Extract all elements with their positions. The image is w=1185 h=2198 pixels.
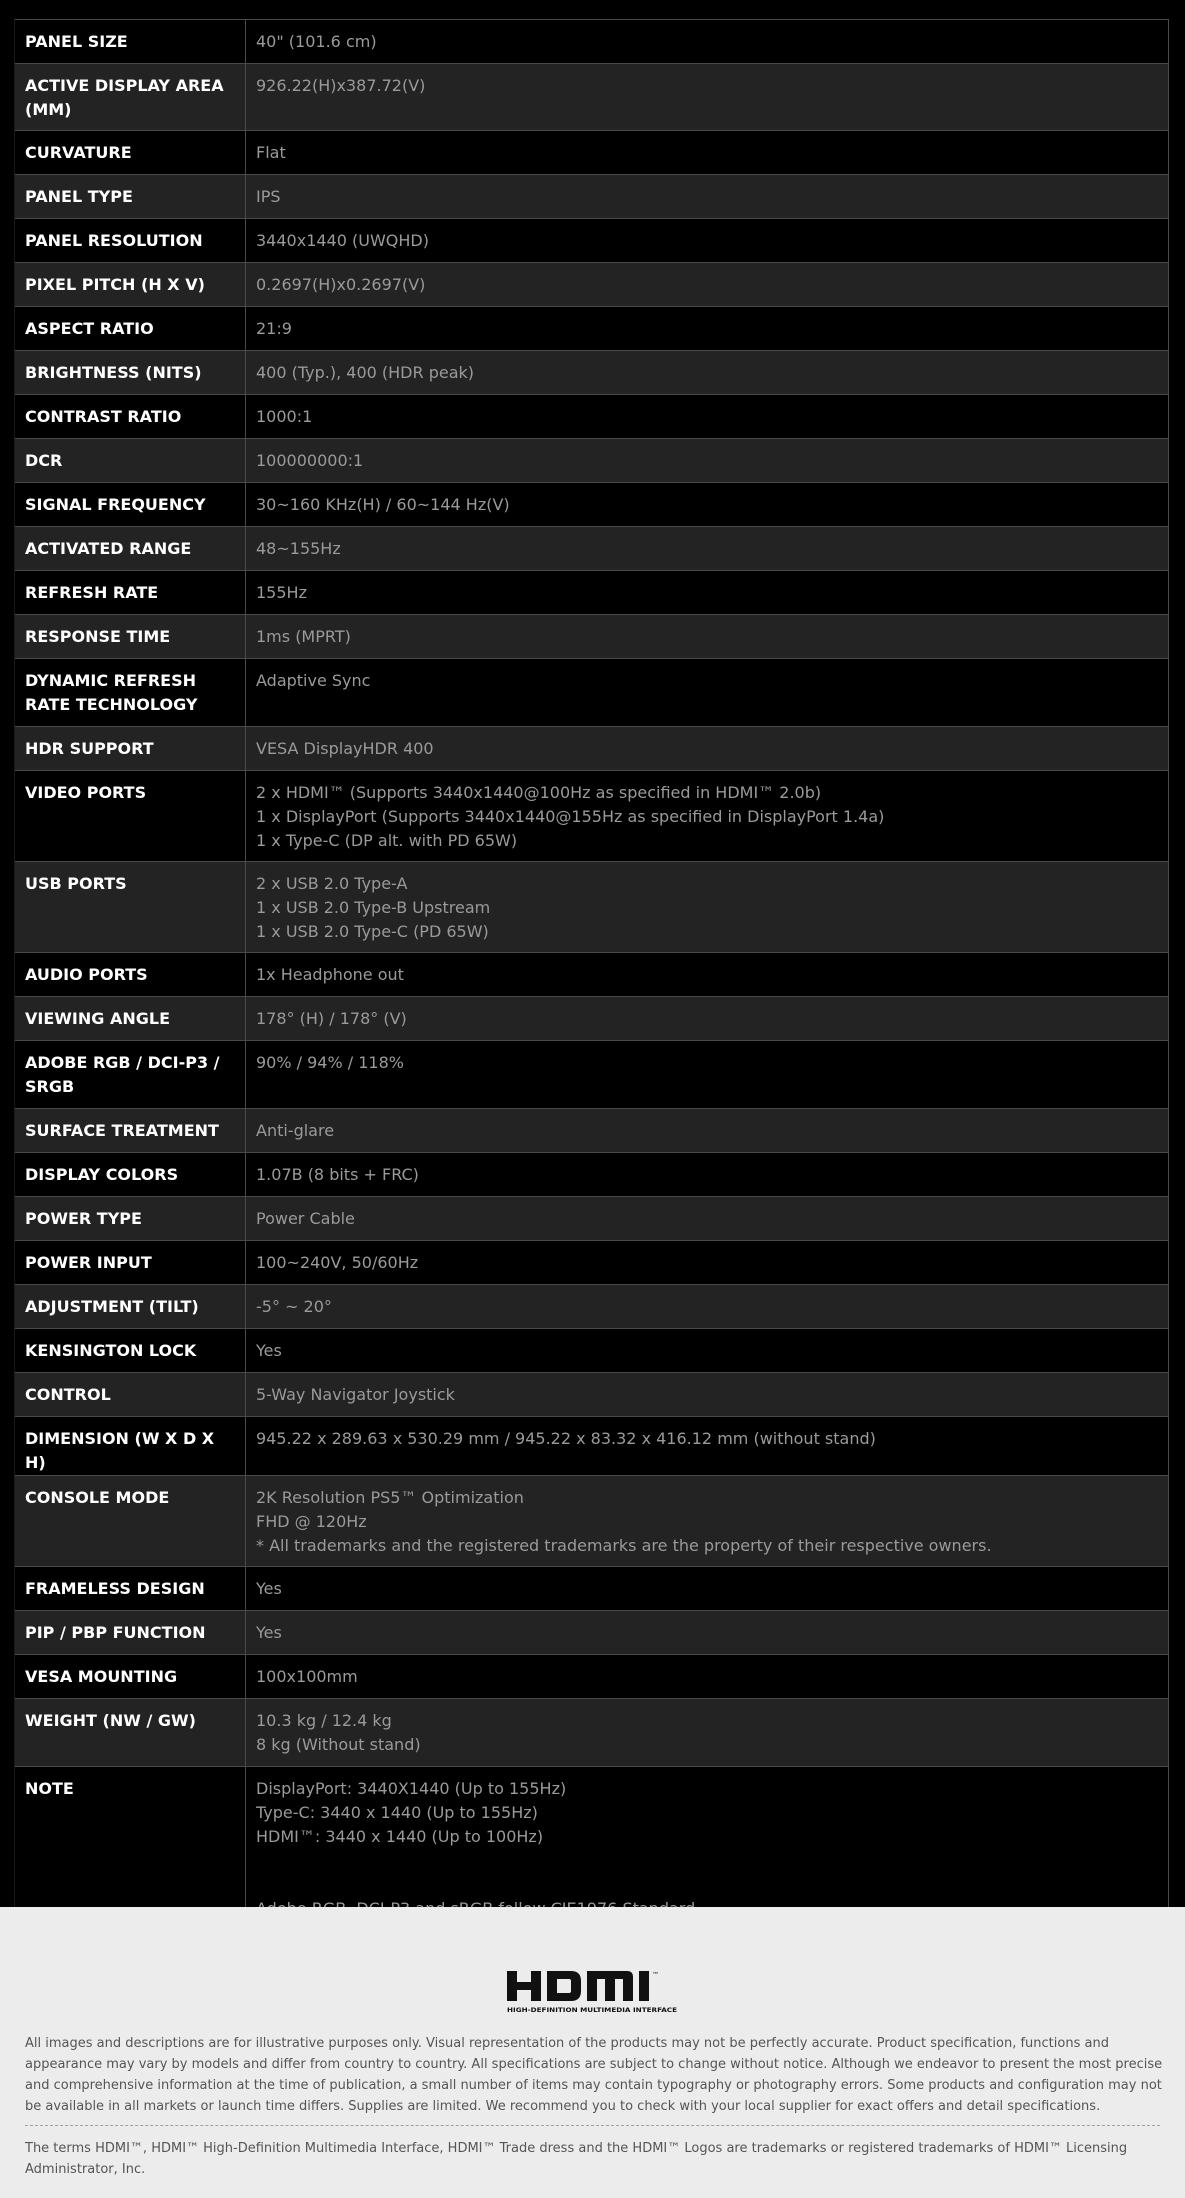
spec-value-line: HDMI™: 3440 x 1440 (Up to 100Hz) (256, 1827, 544, 1846)
spec-label: AUDIO PORTS (15, 953, 246, 997)
spec-value-line: 2 x USB 2.0 Type-A (256, 874, 408, 893)
spec-row (15, 1041, 1169, 1109)
spec-value-line: 1 x DisplayPort (Supports 3440x1440@155Hz as specified in DisplayPort 1.4a) (256, 807, 885, 826)
spec-value (246, 1699, 1169, 1767)
spec-value-line: 3440x1440 (UWQHD) (256, 231, 429, 250)
spec-value (246, 615, 1169, 659)
spec-label: PANEL SIZE (15, 20, 246, 64)
spec-label: CURVATURE (15, 131, 246, 175)
spec-value (246, 263, 1169, 307)
spec-value (246, 351, 1169, 395)
spec-value (246, 1767, 1169, 1930)
spec-value (246, 727, 1169, 771)
spec-row (15, 1329, 1169, 1373)
spec-label: PIXEL PITCH (H X V) (15, 263, 246, 307)
spec-value-line: 100x100mm (256, 1667, 358, 1686)
spec-value-line: -5° ~ 20° (256, 1297, 332, 1316)
spec-label: PIP / PBP FUNCTION (15, 1611, 246, 1655)
spec-row (15, 1373, 1169, 1417)
spec-label: WEIGHT (NW / GW) (15, 1699, 246, 1767)
spec-value-line: 1 x USB 2.0 Type-C (PD 65W) (256, 922, 489, 941)
spec-value-line: Yes (256, 1341, 282, 1360)
spec-value (246, 571, 1169, 615)
spec-label: DYNAMIC REFRESH RATE TECHNOLOGY (15, 659, 246, 727)
spec-label: POWER INPUT (15, 1241, 246, 1285)
spec-value-line: Yes (256, 1579, 282, 1598)
spec-row (15, 527, 1169, 571)
spec-value (246, 1417, 1169, 1476)
spec-value-line: 100~240V, 50/60Hz (256, 1253, 419, 1272)
spec-value-line: FHD @ 120Hz (256, 1512, 367, 1531)
spec-label: PANEL RESOLUTION (15, 219, 246, 263)
spec-row (15, 483, 1169, 527)
spec-value (246, 1567, 1169, 1611)
spec-row (15, 1767, 1169, 1930)
spec-label: SURFACE TREATMENT (15, 1109, 246, 1153)
spec-value-line: 1x Headphone out (256, 965, 404, 984)
spec-value (246, 1041, 1169, 1109)
spec-label: VIDEO PORTS (15, 771, 246, 862)
spec-value-line: 0.2697(H)x0.2697(V) (256, 275, 426, 294)
spec-row (15, 439, 1169, 483)
spec-value-line: Anti-glare (256, 1121, 335, 1140)
spec-label: CONTROL (15, 1373, 246, 1417)
spec-value-line: 2K Resolution PS5™ Optimization (256, 1488, 524, 1507)
spec-value-line: 1 x USB 2.0 Type-B Upstream (256, 898, 491, 917)
footer (0, 1907, 1185, 2198)
spec-value-line: 178° (H) / 178° (V) (256, 1009, 407, 1028)
spec-value-line: 48~155Hz (256, 539, 341, 558)
spec-row (15, 1241, 1169, 1285)
spec-label: SIGNAL FREQUENCY (15, 483, 246, 527)
spec-row (15, 263, 1169, 307)
disclaimer-text: All images and descriptions are for illustrative purposes only. Visual representation of the products may not be perfectly accurate. Product specification, functions and appearance may vary by models and differ from country to country. All specifications are subject to change without notice. Although we endeavor to present the most precise and comprehensive information at the time of publication, a small number of items may contain typography or photography errors. Some products and configuration may not be available in all markets or launch time differs. Supplies are limited. We recommend you to check with your local supplier for exact offers and detail specifications. (25, 2036, 1163, 2114)
spec-label: KENSINGTON LOCK (15, 1329, 246, 1373)
spec-value-line: 155Hz (256, 583, 307, 602)
spec-row (15, 131, 1169, 175)
spec-row (15, 953, 1169, 997)
spec-label: USB PORTS (15, 862, 246, 953)
spec-label: NOTE (15, 1767, 246, 1930)
spec-value-line: 1 x Type-C (DP alt. with PD 65W) (256, 831, 518, 850)
spec-label: DIMENSION (W X D X H) (15, 1417, 246, 1476)
spec-value-line: * All trademarks and the registered trademarks are the property of their respective owners. (256, 1536, 992, 1555)
spec-row (15, 1153, 1169, 1197)
spec-value (246, 527, 1169, 571)
spec-label: VIEWING ANGLE (15, 997, 246, 1041)
hdmi-logo-tm: ™ (652, 1971, 659, 1979)
spec-value-line: 945.22 x 289.63 x 530.29 mm / 945.22 x 83.32 x 416.12 mm (without stand) (256, 1429, 876, 1448)
spec-row (15, 659, 1169, 727)
spec-row (15, 727, 1169, 771)
spec-value-line: IPS (256, 187, 281, 206)
spec-value-line: 1ms (MPRT) (256, 627, 351, 646)
spec-row (15, 351, 1169, 395)
spec-value-line: 30~160 KHz(H) / 60~144 Hz(V) (256, 495, 510, 514)
spec-value-line: 100000000:1 (256, 451, 364, 470)
hdmi-logo (505, 1967, 681, 2015)
spec-value-line: 1.07B (8 bits + FRC) (256, 1165, 419, 1184)
spec-label: CONSOLE MODE (15, 1476, 246, 1567)
spec-row (15, 571, 1169, 615)
spec-value (246, 1153, 1169, 1197)
spec-value (246, 131, 1169, 175)
spec-row (15, 1197, 1169, 1241)
spec-value-line: 926.22(H)x387.72(V) (256, 76, 426, 95)
spec-value-line: Type-C: 3440 x 1440 (Up to 155Hz) (256, 1803, 538, 1822)
spec-value-line: 8 kg (Without stand) (256, 1735, 421, 1754)
spec-label: ACTIVE DISPLAY AREA (MM) (15, 64, 246, 131)
spec-table (14, 19, 1169, 1930)
spec-label: ASPECT RATIO (15, 307, 246, 351)
spec-row (15, 395, 1169, 439)
spec-row (15, 64, 1169, 131)
spec-row (15, 307, 1169, 351)
trademark-notice: The terms HDMI™, HDMI™ High-Definition Multimedia Interface, HDMI™ Trade dress and the HDMI™ Logos are trademarks or registered trademarks of HDMI™ Licensing Administrator, Inc. (25, 2141, 1128, 2177)
spec-value (246, 1329, 1169, 1373)
spec-row (15, 1476, 1169, 1567)
spec-row (15, 1655, 1169, 1699)
spec-value (246, 175, 1169, 219)
spec-value (246, 1109, 1169, 1153)
spec-value (246, 20, 1169, 64)
spec-value (246, 1241, 1169, 1285)
spec-label: PANEL TYPE (15, 175, 246, 219)
spec-label: VESA MOUNTING (15, 1655, 246, 1699)
spec-row (15, 20, 1169, 64)
spec-row (15, 219, 1169, 263)
spec-label: RESPONSE TIME (15, 615, 246, 659)
spec-value-line: 21:9 (256, 319, 292, 338)
spec-row (15, 1611, 1169, 1655)
spec-value-line: DisplayPort: 3440X1440 (Up to 155Hz) (256, 1779, 567, 1798)
spec-value (246, 997, 1169, 1041)
spec-value-line: 90% / 94% / 118% (256, 1053, 404, 1072)
spec-value-line: 400 (Typ.), 400 (HDR peak) (256, 363, 475, 382)
spec-value (246, 1476, 1169, 1567)
spec-value (246, 439, 1169, 483)
spec-value-line: 10.3 kg / 12.4 kg (256, 1711, 392, 1730)
spec-label: FRAMELESS DESIGN (15, 1567, 246, 1611)
spec-row (15, 771, 1169, 862)
spec-label: ADOBE RGB / DCI-P3 / SRGB (15, 1041, 246, 1109)
spec-value (246, 1373, 1169, 1417)
spec-row (15, 175, 1169, 219)
spec-value (246, 953, 1169, 997)
spec-table-body (15, 20, 1169, 1930)
spec-value (246, 1197, 1169, 1241)
spec-value (246, 395, 1169, 439)
spec-value (246, 219, 1169, 263)
spec-value-line: VESA DisplayHDR 400 (256, 739, 434, 758)
hdmi-logo-tagline: HIGH-DEFINITION MULTIMEDIA INTERFACE (507, 2007, 677, 2014)
spec-value-line: 5-Way Navigator Joystick (256, 1385, 455, 1404)
spec-value (246, 483, 1169, 527)
spec-label: DISPLAY COLORS (15, 1153, 246, 1197)
spec-label: POWER TYPE (15, 1197, 246, 1241)
spec-row (15, 1699, 1169, 1767)
spec-label: CONTRAST RATIO (15, 395, 246, 439)
spec-label: BRIGHTNESS (NITS) (15, 351, 246, 395)
spec-value-line: Power Cable (256, 1209, 355, 1228)
spec-label: DCR (15, 439, 246, 483)
spec-row (15, 862, 1169, 953)
spec-value (246, 771, 1169, 862)
spec-label: ACTIVATED RANGE (15, 527, 246, 571)
spec-value-line: 1000:1 (256, 407, 313, 426)
spec-value-line: 2 x HDMI™ (Supports 3440x1440@100Hz as specified in HDMI™ 2.0b) (256, 783, 822, 802)
spec-row (15, 615, 1169, 659)
spec-row (15, 1417, 1169, 1476)
spec-value (246, 659, 1169, 727)
spec-label: ADJUSTMENT (TILT) (15, 1285, 246, 1329)
spec-row (15, 1567, 1169, 1611)
spec-value-line (256, 1849, 1158, 1897)
spec-row (15, 1285, 1169, 1329)
spec-value-line: 40" (101.6 cm) (256, 32, 377, 51)
spec-value-line: Adaptive Sync (256, 671, 371, 690)
spec-label: REFRESH RATE (15, 571, 246, 615)
spec-value (246, 1611, 1169, 1655)
footer-divider (25, 2125, 1160, 2126)
spec-value (246, 1285, 1169, 1329)
spec-row (15, 1109, 1169, 1153)
spec-value-line: Flat (256, 143, 286, 162)
spec-row (15, 997, 1169, 1041)
spec-value (246, 1655, 1169, 1699)
spec-label: HDR SUPPORT (15, 727, 246, 771)
spec-value (246, 862, 1169, 953)
spec-value-line: Yes (256, 1623, 282, 1642)
spec-value (246, 307, 1169, 351)
spec-value (246, 64, 1169, 131)
